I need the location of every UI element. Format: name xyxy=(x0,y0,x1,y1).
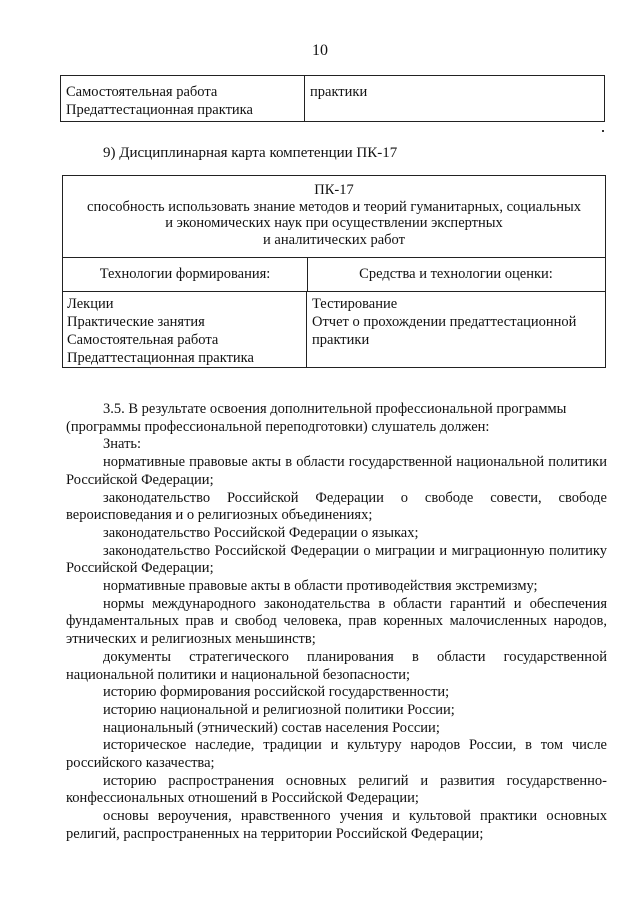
scan-speck xyxy=(602,130,604,132)
list-item: Предаттестационная практика xyxy=(67,350,254,366)
continuation-table-left-cell xyxy=(61,76,305,121)
list-item: Отчет о прохождении предаттестационной xyxy=(312,314,577,330)
list-item: Практические занятия xyxy=(67,314,205,330)
knowledge-item: законодательство Российской Федерации о свободе совести, свободе вероисповедания и о религиозных объединениях; xyxy=(66,489,607,524)
know-label: Знать: xyxy=(103,436,142,453)
page-number: 10 xyxy=(312,42,328,59)
competency-code: ПК-17 xyxy=(314,182,354,198)
table-cell-line: Предаттестационная практика xyxy=(66,102,253,118)
assessment-list xyxy=(307,291,605,367)
knowledge-item: документы стратегического планирования в области государственной национальной политики и национальной безопасности; xyxy=(66,648,607,683)
list-item: Тестирование xyxy=(312,296,398,312)
table-cell-line: Самостоятельная работа xyxy=(66,84,218,100)
knowledge-item: историческое наследие, традиции и культуру народов России, в том числе российского казачества; xyxy=(66,737,607,772)
competency-description-line: и экономических наук при осуществлении экспертных xyxy=(165,215,503,231)
continuation-table-right-cell xyxy=(305,76,604,121)
table-cell-line: практики xyxy=(310,84,368,100)
column-header-assessment: Средства и технологии оценки: xyxy=(307,258,605,292)
knowledge-item: историю формирования российской государственности; xyxy=(103,684,450,701)
knowledge-item: национальный (этнический) состав населения России; xyxy=(103,719,440,736)
knowledge-item: законодательство Российской Федерации о языках; xyxy=(103,524,419,541)
intro-line: (программы профессиональной переподготовки) слушатель должен: xyxy=(66,418,490,435)
knowledge-item: основы вероучения, нравственного учения и культовой практики основных религий, распространенных на территории Российской Федерации; xyxy=(66,808,607,842)
list-item: Самостоятельная работа xyxy=(67,332,219,348)
continuation-table xyxy=(60,75,605,122)
list-item: Лекции xyxy=(67,296,114,312)
formation-list xyxy=(63,291,307,367)
competency-map-table xyxy=(62,175,606,368)
knowledge-item: историю национальной и религиозной политики России; xyxy=(103,701,455,718)
knowledge-item: нормы международного законодательства в области гарантий и обеспечения фундаментальных прав и свобод человека, прав коренных малочисленных народов, этнических и религиозных меньшинств; xyxy=(66,595,607,648)
column-header-formation: Технологии формирования: xyxy=(63,258,308,292)
competency-description-line: способность использовать знание методов и теорий гуманитарных, социальных xyxy=(87,198,581,215)
intro-line: 3.5. В результате освоения дополнительной профессиональной программы xyxy=(103,401,567,417)
knowledge-item: историю распространения основных религий и развития государственно-конфессиональных отношений в Российской Федерации; xyxy=(66,772,607,807)
knowledge-item: нормативные правовые акты в области противодействия экстремизму; xyxy=(103,578,538,595)
list-item: практики xyxy=(312,332,370,348)
competency-description-line: и аналитических работ xyxy=(263,231,405,248)
section-heading: 9) Дисциплинарная карта компетенции ПК-17 xyxy=(103,145,398,161)
knowledge-item: законодательство Российской Федерации о миграции и миграционную политику Российской Федерации; xyxy=(66,542,607,577)
body-text xyxy=(66,401,607,844)
knowledge-item: нормативные правовые акты в области государственной национальной политики Российской Федерации; xyxy=(66,454,607,488)
competency-header-cell xyxy=(63,176,605,258)
